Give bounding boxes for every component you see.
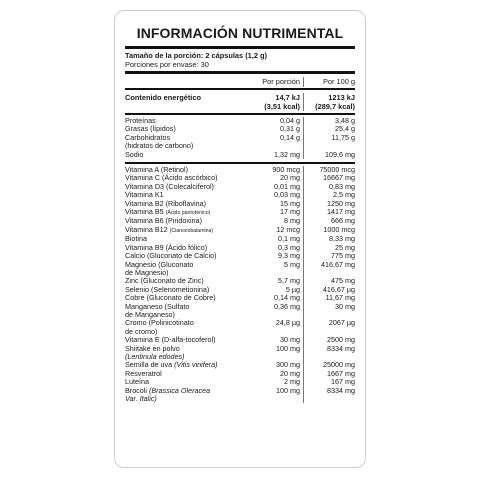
header-spacer <box>125 77 245 87</box>
macro-row <box>125 151 355 159</box>
panel-title: INFORMACIÓN NUTRIMENTAL <box>136 25 344 41</box>
macro-per-100g: 11,75 g <box>303 134 355 151</box>
micro-label <box>125 261 245 278</box>
macro-label <box>125 134 245 151</box>
micro-per-serving: 5 µg <box>285 284 300 294</box>
micro-per-100g: 8334 mg <box>303 345 355 362</box>
label-text: Vitamina B9 (Ácido fólico) <box>125 242 208 252</box>
label-text: Zinc (Gluconato de Zinc) <box>125 276 204 286</box>
micro-per-100g: 475 mg <box>303 277 355 285</box>
micro-per-100g: 416,67 µg <box>303 286 355 294</box>
micro-per-100g: 30 mg <box>303 303 355 320</box>
energy-serving-kcal: (3,51 kcal) <box>264 102 300 111</box>
macro-row <box>125 134 355 151</box>
micro-per-100g: 1667 mg <box>303 370 355 378</box>
macro-per-100g: 25,4 g <box>303 125 355 133</box>
macro-per-100g: 3,48 g <box>303 117 355 125</box>
energy-label: Contenido energético <box>125 93 201 102</box>
label-text: Selenio (Selenometionina) <box>125 284 210 294</box>
micro-per-100g: 2,5 mg <box>303 191 355 199</box>
label-line-2: de cromo) <box>125 326 158 336</box>
macro-per-serving: 0,31 g <box>280 124 300 134</box>
label-text: Manganeso (Sulfato <box>125 301 190 311</box>
label-text: Sodio <box>125 149 144 159</box>
label-text: Vitamina D3 (Colecalciferol) <box>125 181 214 191</box>
label-text: Carbohidratos <box>125 132 171 142</box>
micro-per-100g: 8334 mg <box>303 387 355 404</box>
macro-per-serving: 0,14 g <box>280 132 300 142</box>
micro-per-100g: 1000 mcg <box>303 226 355 235</box>
energy-per-100g <box>303 93 355 111</box>
label-text: Vitamina E (D-alfa-tocoferol) <box>125 335 216 345</box>
micro-per-serving: 0,01 mg <box>274 181 300 191</box>
header-per-serving: Por porción <box>262 77 300 86</box>
micro-row <box>125 226 355 235</box>
micro-row <box>125 370 355 378</box>
macro-per-serving: 0,04 g <box>280 116 300 125</box>
serving-size: Tamaño de la porción: 2 cápsulas (1,2 g) <box>125 51 267 60</box>
label-text: Proteínas <box>125 116 156 125</box>
label-note: (Cianocobalamina) <box>169 227 214 234</box>
micro-per-100g: 167 mg <box>303 378 355 386</box>
energy-100g-kcal: (289,7 kcal) <box>315 102 355 111</box>
micro-per-serving: 30 mg <box>280 335 300 345</box>
label-text: Vitamina A (Retinol) <box>125 165 188 175</box>
energy-per-serving <box>245 93 303 111</box>
column-headers <box>125 74 355 88</box>
label-line-2: de Magnesio) <box>125 267 169 277</box>
micro-per-100g: 25000 mg <box>303 361 355 369</box>
macro-per-100g: 109,6 mg <box>303 151 355 159</box>
micro-per-serving: 20 mg <box>280 173 300 183</box>
micro-per-serving: 9,3 mg <box>278 251 300 261</box>
micro-label <box>125 345 245 362</box>
label-text: Vitamina B6 (Piridoxina) <box>125 216 202 226</box>
micro-per-100g: 8,33 mg <box>303 235 355 243</box>
micro-per-100g: 1417 mg <box>303 208 355 217</box>
energy-row <box>125 90 355 113</box>
micro-per-serving: 0,3 mg <box>278 242 300 252</box>
micro-label <box>125 303 245 320</box>
micro-per-serving: 900 mcg <box>272 165 300 175</box>
micro-per-100g: 75000 mcg <box>303 166 355 174</box>
label-text: Luteína <box>125 377 149 387</box>
micro-per-100g: 2067 µg <box>303 319 355 336</box>
label-note: (Ácido pantoténico) <box>165 210 211 217</box>
micro-per-serving: 8 mg <box>284 216 300 226</box>
micro-per-100g: 0,83 mg <box>303 183 355 191</box>
label-line <box>125 151 243 159</box>
micro-row <box>125 319 355 336</box>
label-line-2-italic: Var. Italic) <box>125 394 157 403</box>
micro-per-serving: 2 mg <box>284 377 300 387</box>
micronutrients-section <box>125 164 355 406</box>
micro-per-serving: 100 mg <box>276 385 300 395</box>
micro-row <box>125 345 355 362</box>
label-text: Biotina <box>125 234 147 244</box>
macros-section <box>125 115 355 162</box>
label-line-2: (hidratos de carbono) <box>125 141 194 151</box>
label-text: Shiitake en polvo <box>125 343 180 353</box>
micro-per-100g: 775 mg <box>303 252 355 260</box>
micro-per-100g: 11,67 mg <box>303 294 355 302</box>
micro-per-serving: 24,8 µg <box>275 318 300 328</box>
label-italic: (Vitis vinifera) <box>174 360 218 370</box>
micro-row <box>125 261 355 278</box>
micro-per-serving: 20 mg <box>280 368 300 378</box>
header-per-100g: Por 100 g <box>303 77 355 87</box>
micro-per-serving: 15 mg <box>280 198 300 208</box>
micro-per-serving: 5,7 mg <box>278 276 300 286</box>
label-text: Vitamina C (Ácido ascórbico) <box>125 173 218 183</box>
micro-per-serving: 0,14 mg <box>274 293 300 303</box>
micro-per-100g: 666 mg <box>303 217 355 225</box>
label-text: Semilla de uva <box>125 360 175 370</box>
micro-per-100g: 416,67 mg <box>303 261 355 278</box>
micro-per-serving: 12 mcg <box>276 224 300 234</box>
serving-info <box>125 49 355 71</box>
micro-per-100g: 2500 mg <box>303 336 355 344</box>
macro-label <box>125 151 245 159</box>
label-text: Grasas (lípidos) <box>125 124 176 134</box>
label-text: Cobre (Gluconato de Cobre) <box>125 293 216 303</box>
micro-per-serving: 300 mg <box>276 360 300 370</box>
label-text: Vitamina K1 <box>125 190 164 200</box>
label-text: Cromo (Polinicotinato <box>125 318 194 328</box>
micro-per-serving: 0,03 mg <box>274 190 300 200</box>
label-line-2: de Manganeso) <box>125 309 175 319</box>
micro-per-100g: 25 mg <box>303 244 355 252</box>
micro-per-100g: 1250 mg <box>303 200 355 208</box>
micro-per-100g: 16667 mg <box>303 174 355 182</box>
label-text: Vitamina B12 <box>125 224 170 234</box>
label-italic: (Brassica Oleracea <box>148 385 211 395</box>
label-text: Resveratrol <box>125 368 162 378</box>
micro-row <box>125 387 355 404</box>
energy-serving-kj: 14,7 kJ <box>275 93 300 102</box>
micro-per-serving: 0,1 mg <box>278 234 300 244</box>
macro-per-serving: 1,32 mg <box>274 149 300 159</box>
label-text: Brocoli <box>125 385 149 395</box>
label-text: Magnesio (Gluconato <box>125 259 194 269</box>
micro-label <box>125 319 245 336</box>
micro-label <box>125 387 245 404</box>
label-text: Calcio (Gluconato de Calcio) <box>125 251 217 261</box>
servings-per-container: Porciones por envase: 30 <box>125 60 209 69</box>
micro-per-serving: 17 mg <box>280 207 300 217</box>
label-text: Vitamina B2 (Riboflavina) <box>125 198 206 208</box>
label-text: Vitamina B5 <box>125 207 166 217</box>
energy-100g-kj: 1213 kJ <box>328 93 355 102</box>
micro-per-serving: 100 mg <box>276 343 300 353</box>
label-line-2-italic: (Lentinula edodes) <box>125 351 185 361</box>
micro-row <box>125 303 355 320</box>
nutrition-facts-panel <box>114 10 366 468</box>
micro-per-serving: 5 mg <box>284 259 300 269</box>
micro-per-serving: 0,36 mg <box>274 301 300 311</box>
